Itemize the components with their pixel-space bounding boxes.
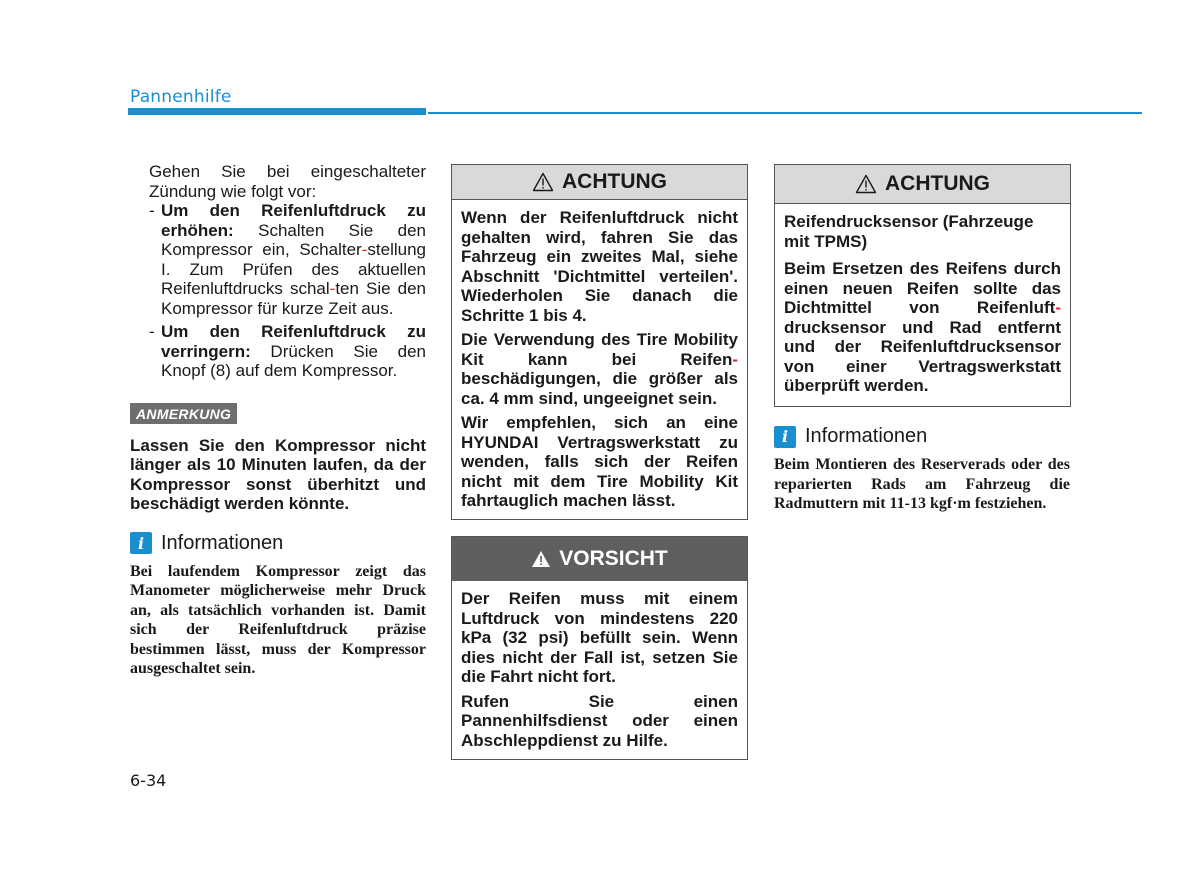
note-text: Lassen Sie den Kompressor nicht länger als 10 Minuten laufen, da der Kompressor sonst überhitzt und beschädigt werden könnte. <box>130 435 426 513</box>
caution-paragraph: Wenn der Reifenluftdruck nicht gehalten wird, fahren Sie das Fahrzeug ein zweites Mal, siehe Abschnitt 'Dichtmittel verteilen'. Wiederholen Sie danach die Schritte 1 bis 4. <box>461 208 738 325</box>
hyphen-mark: - <box>329 279 336 298</box>
caution-text: Die Verwendung des Tire Mobility Kit kann bei Reifen <box>461 330 738 369</box>
bullet-body: stellung I. Zum Prüfen des aktuellen Reifenluftdrucks schal <box>161 240 426 298</box>
warning-paragraph: Der Reifen muss mit einem Luftdruck von mindestens 220 kPa (32 psi) befüllt sein. Wenn dies nicht der Fall ist, setzen Sie die Fahrt nicht fort. <box>461 589 738 686</box>
info-heading <box>130 532 426 555</box>
caution-title: ACHTUNG <box>562 170 667 193</box>
warning-title: VORSICHT <box>559 547 668 570</box>
bullet-lead: Um den Reifenluftdruck zu erhöhen: <box>161 201 426 240</box>
caution-paragraph <box>784 259 1061 396</box>
warning-body <box>452 581 747 760</box>
warning-box <box>451 536 748 760</box>
caution-box-tpms <box>774 164 1071 407</box>
intro-text: Gehen Sie bei eingeschalteter Zündung wie folgt vor: <box>149 162 426 201</box>
info-title: Informationen <box>805 425 928 447</box>
caution-paragraph: Reifendrucksensor (Fahrzeuge mit TPMS) <box>784 212 1034 251</box>
bullet-body: Schalten Sie den Kompressor ein, Schalter <box>161 220 426 259</box>
warning-header <box>452 537 747 581</box>
bullet-body: ten Sie den Kompressor für kurze Zeit aus. <box>161 279 426 318</box>
info-heading <box>774 425 1070 448</box>
hyphen-mark: - <box>361 240 368 259</box>
section-title: Pannenhilfe <box>130 87 232 107</box>
info-icon: i <box>774 426 796 448</box>
hyphen-mark: - <box>732 349 738 369</box>
list-item <box>149 201 426 318</box>
caution-text: beschädigungen, die größer als ca. 4 mm sind, ungeeignet sein. <box>461 369 738 408</box>
caution-paragraph <box>461 330 738 408</box>
caution-text: drucksensor und Rad entfernt und der Reifenluftdrucksensor von einer Vertragswerkstatt überprüft werden. <box>784 317 1061 395</box>
header-rule-thin <box>428 112 1142 114</box>
warning-triangle-filled-icon <box>531 550 551 568</box>
warning-triangle-outline-icon <box>855 174 877 194</box>
bullet-text <box>161 201 426 318</box>
caution-body <box>452 200 747 521</box>
header-rule-thick <box>128 108 426 115</box>
note-badge: ANMERKUNG <box>130 403 237 424</box>
info-title: Informationen <box>161 531 284 554</box>
caution-box <box>451 164 748 520</box>
bullet-text <box>161 322 426 381</box>
caution-text: Beim Ersetzen des Reifens durch einen neuen Reifen sollte das Dichtmittel von Reifenluft <box>784 259 1061 317</box>
bullet-dash: - <box>149 322 155 341</box>
caution-paragraph: Wir empfehlen, sich an eine HYUNDAI Vertragswerkstatt zu wenden, falls sich der Reifen nicht mit dem Tire Mobility Kit fahrtauglich machen lässt. <box>461 413 738 510</box>
list-item <box>149 322 426 381</box>
hyphen-mark: - <box>1055 298 1061 317</box>
bullet-lead: Um den Reifenluftdruck zu verringern: <box>161 322 426 361</box>
page-number: 6-34 <box>130 771 167 790</box>
caution-header <box>452 165 747 200</box>
column-right-info <box>774 407 1070 514</box>
bullet-dash: - <box>149 201 155 220</box>
caution-body <box>775 204 1070 406</box>
column-left <box>130 162 426 679</box>
info-icon: i <box>130 532 152 554</box>
caution-header <box>775 165 1070 204</box>
bullet-body: Drücken Sie den Knopf (8) auf dem Kompressor. <box>161 341 426 380</box>
warning-triangle-outline-icon <box>532 172 554 192</box>
warning-paragraph: Rufen Sie einen Pannenhilfsdienst oder einen Abschleppdienst zu Hilfe. <box>461 691 738 750</box>
info-text: Bei laufendem Kompressor zeigt das Manometer möglicherweise mehr Druck an, als tatsächlich vorhanden ist. Damit sich der Reifenluftdruck präzise bestimmen lässt, muss der Kompressor ausgeschaltet sein. <box>130 562 426 677</box>
caution-title: ACHTUNG <box>885 172 990 195</box>
info-text: Beim Montieren des Reserverads oder des reparierten Rads am Fahrzeug die Radmuttern mit 11-13 kgf·m festziehen. <box>774 456 1070 512</box>
